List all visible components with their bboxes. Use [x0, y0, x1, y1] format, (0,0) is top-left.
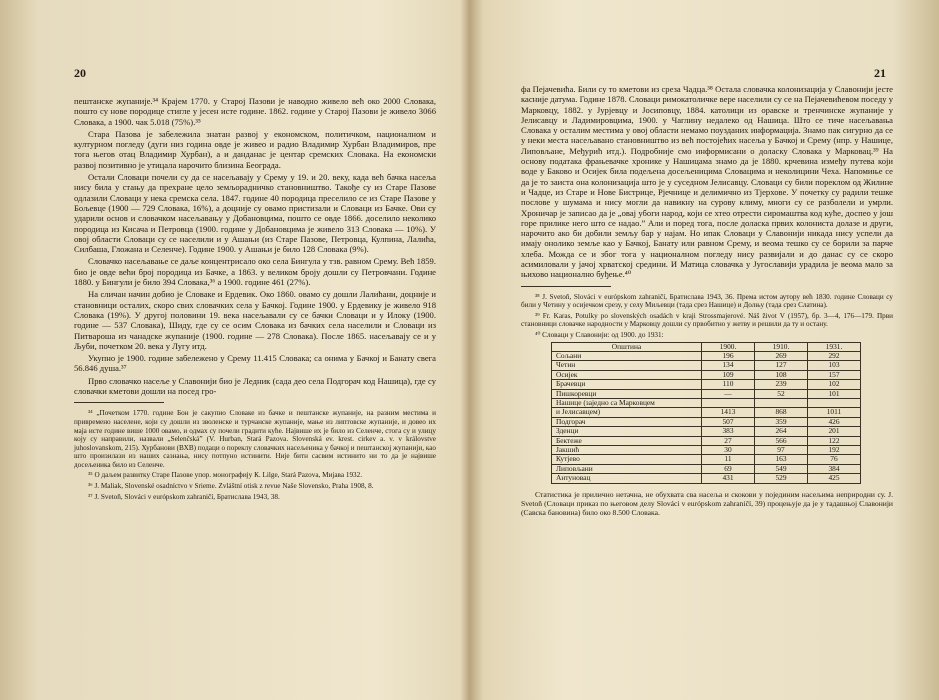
count-cell: 52 — [755, 389, 808, 398]
count-cell: 264 — [755, 427, 808, 436]
footnote: ³⁵ О даљем развитку Старе Пазове упор. монографију К. Lilge, Stará Pazova, Мијава 1932. — [88, 471, 363, 480]
count-cell: 109 — [702, 370, 755, 379]
count-cell: 549 — [755, 464, 808, 473]
count-cell: 425 — [808, 474, 861, 483]
page-number: 20 — [74, 66, 86, 80]
paragraph: На сличан начин добио је Словаке и Ердевик. Око 1860. овамо су дошли Лалићани, доцније и становници осталих, скоро свих словачких села у Бачкој. Године 1900. у Ердевику је живело 918 Словака (19%). У другој половини 19. века насељавали су се бачки Словаци и у Илоку (1900. године — 537 Словака), Шиду, где су се осим Словака из бачких села населили и Словаци из Питвароша из чанадске жупаније (1900. године — 278 Словака). После 1865. насељавају се и у Љуби, почетком 20. века у Лугу итд. — [74, 289, 436, 351]
count-cell: 27 — [702, 436, 755, 445]
right-page — [470, 0, 939, 700]
paragraph: фа Пејачевића. Били су то кметови из среза Чадца.³⁸ Остала словачка колонизација у Славонији јесте касније датума. Године 1878. Словаци римокатоличке вере населили су се на Пејачевићевом поседу у Марковцу, 1882. у Јурјевцу и Јосиповцу, 1884. католици из оравске и тренчинске жупаније у Јелисавцу и Ладимировцима, 1900. у Чаглину недалеко од Нашица. Што се тиче насељавања Словака у осталим местима у овој области немамо поузданих информација. Знамо пак сигурно да се у неки места насељавано становништво из већ постојећих насеља у Бачкој и Срему (нпр. у Нашице, Липовљане, Међурић итд.). Подробније смо информисани о доласку Словака у Марковац.³⁹ На основу података фрањевачке хронике у Нашицама знамо да је 1880. крчевина између путева који воде у Баково и Осијек била подељена досељеницима Словацима и неколицини Чеха. Напомиње се да је то заиста она колонизација што је у суседном Јелисавцу. Словаци су били пореклом од Жилине и Чадце, из Старе и Нове Бистрице, Рјечнице и делимично из Тјерхове. У почетку су радили тешке послове у шумама и нису могли да навикну на сурову климу, многи су се разболели и умрли. Хроничар је записао да је „овај убоги народ, који се хтео отрести сиромаштва код куће, доспео у још горе прилике него што се надао.” Али и поред тога, после доласка првих колониста долазе и други, нарочито ако би добили земљу бар у најам. Но ипак Словаци у Славонији никада нису успели да имају онолико земље као у Бачкој, Банату или равном Срему, и веома тешко су се борили за парче хлеба. Можда се и због тога у националном погледу нису развијали и до данас су се скоро асимиловали у јачој хрватској средини. И Матица словачка у Југославији урадила је веома мало за њихово национално буђење.⁴⁰ — [521, 84, 893, 280]
municipality-cell: Липовљани — [552, 464, 702, 473]
table-row — [552, 361, 861, 370]
municipality-cell: Јакшић — [552, 446, 702, 455]
count-cell: 384 — [808, 464, 861, 473]
paragraph: Стара Пазова је забележила знатан развој у економском, политичком, националном и културном погледу (дуги низ година овде је живео и радио Владимир Хурбан Владимиров, пре тога његов отац Владимир Хурбан), а и данданас је центар сремских Словака. На економски развој позитивно је утицала нарочито близина Београда. — [74, 128, 436, 170]
municipality-cell: Четин — [552, 361, 702, 370]
count-cell: 269 — [755, 352, 808, 361]
page-body — [74, 96, 436, 503]
count-cell: 102 — [808, 380, 861, 389]
paragraph: Прво словачко насеље у Славонији био је Ледник (сада део села Подгорач код Нашица), где су словачки кметови дошли на посед гро- — [74, 375, 436, 397]
count-cell: 103 — [808, 361, 861, 370]
count-cell: 1011 — [808, 408, 861, 417]
table-row — [552, 446, 861, 455]
footnote: ³⁹ Fr. Karas, Potulky po slovenských osadách v kraji Strossmajerové. Náš život V (1957), бр. 3—4, 176—179. Први становници словачке народности у Марковцу дошли су првобитно у жетву и решили да ту и остану. — [521, 311, 893, 329]
municipality-cell: Антуновац — [552, 474, 702, 483]
count-cell: 101 — [808, 389, 861, 398]
count-cell: 97 — [755, 446, 808, 455]
count-cell: 192 — [808, 446, 861, 455]
municipality-cell: Зденци — [552, 427, 702, 436]
count-cell: 11 — [702, 455, 755, 464]
count-cell: 507 — [702, 417, 755, 426]
table-row — [552, 474, 861, 483]
table-note: Статистика је прилично нетачна, не обухвата сва насеља и скокови у појединим насељима неприродни су. J. Svetoň (Словаци приказ по његовом делу Slováci v európskom zahraničí, 39) процењује да је у тадашњој Славонији (Савска бановина) било око 8.500 Словака. — [521, 489, 893, 517]
count-cell: 239 — [755, 380, 808, 389]
count-cell: 163 — [755, 455, 808, 464]
count-cell: 566 — [755, 436, 808, 445]
count-cell: — — [702, 389, 755, 398]
column-header: 1900. — [702, 342, 755, 351]
table-row — [552, 464, 861, 473]
paragraph: пештанске жупаније.³⁴ Крајем 1770. у Старој Пазови је наводно живело већ око 2000 Словака, пошто су нове породице стигле у јесен исте године. 1862. године у Старој Пазови је живело 3066 Словака, а 1900. чак 5.018 (75%).³⁵ — [74, 96, 436, 127]
count-cell: 426 — [808, 417, 861, 426]
page-body — [521, 84, 893, 519]
footnote: ³⁶ J. Maliak, Slovenské osadníctvo v Srieme. Zvláštní otisk z revue Naše Slovensko, Praha 1908, 8. — [88, 482, 374, 491]
table-header-row — [552, 342, 861, 351]
column-header: Општина — [552, 342, 702, 351]
count-cell: 110 — [702, 380, 755, 389]
municipality-cell: и Јелисавцем) — [552, 408, 702, 417]
count-cell: 383 — [702, 427, 755, 436]
table-row — [552, 417, 861, 426]
paragraph: Остали Словаци почели су да се насељавају у Срему у 19. и 20. веку, када већ бачка насеља нису била у стању да прехране цело земљорадничко становништво. Такође су из Старе Пазове одлазили Словаци у нека сремска села. 1847. године 40 породица преселило се из Старе Пазове у Бољевце (1900 — 729 Словака, 16%), а доцније су овамо пристизали и Словаци из Бачке. Ови су ударили основ и словачком насељавању у Добановцима, пошто се овде 1866. доселило неколико породица из Кисача и Петровца (1900. године у Добановцима је живело 313 Словака — 10%). У овој области Словаци су се населили и у Ашањи (из Старе Пазове, Петровца, Кулпина, Лалића, Силбаша, Гложана и Селенче). Године 1900. у Ашањи је било 128 Словака (9%). — [74, 172, 436, 255]
municipality-cell: Кутјево — [552, 455, 702, 464]
count-cell: 529 — [755, 474, 808, 483]
footnote-rule — [521, 286, 611, 287]
municipality-cell: Нашице (заједно са Марковцем — [552, 399, 702, 408]
paragraph: Укупно је 1900. године забележено у Срему 11.415 Словака; са онима у Бачкој и Банату свега 56.846 душа.³⁷ — [74, 353, 436, 374]
count-cell: 359 — [755, 417, 808, 426]
municipality-cell: Подгорач — [552, 417, 702, 426]
municipality-cell: Бектеже — [552, 436, 702, 445]
municipality-cell: Осијек — [552, 370, 702, 379]
municipality-cell: Пишкоревци — [552, 389, 702, 398]
count-cell: 292 — [808, 352, 861, 361]
municipality-cell: Сољани — [552, 352, 702, 361]
count-cell: 868 — [755, 408, 808, 417]
count-cell: 196 — [702, 352, 755, 361]
count-cell: 127 — [755, 361, 808, 370]
count-cell: 108 — [755, 370, 808, 379]
municipality-cell: Брачевци — [552, 380, 702, 389]
count-cell: 157 — [808, 370, 861, 379]
count-cell: 134 — [702, 361, 755, 370]
table-row — [552, 352, 861, 361]
footnote: ⁴⁰ Словаци у Славонији: од 1900. до 1931: — [535, 331, 664, 340]
table-row — [552, 436, 861, 445]
page-number: 21 — [874, 66, 886, 80]
count-cell: 122 — [808, 436, 861, 445]
table-row — [552, 427, 861, 436]
count-cell: 201 — [808, 427, 861, 436]
table-row — [552, 380, 861, 389]
count-cell: 30 — [702, 446, 755, 455]
footnote: ³⁷ J. Svetoň, Slováci v európskom zahraničí, Братислава 1943, 38. — [88, 492, 280, 501]
count-cell: 1413 — [702, 408, 755, 417]
footnote-rule — [74, 402, 164, 403]
settlement-table — [551, 342, 861, 484]
column-header: 1931. — [808, 342, 861, 351]
table-body — [552, 352, 861, 484]
footnote: ³⁸ J. Svetoň, Slováci v európskom zahraničí, Братислава 1943, 36. Према истом аутору већ 1830. године Словаци су били у Четину у осијечком срезу, у селу Миљевци (тада срез Нашице) и Долњу (тада срез Слатина). — [521, 292, 893, 310]
table-row — [552, 455, 861, 464]
left-page — [0, 0, 469, 700]
paragraph: Словачко насељавање се даље концентрисало око села Бингула у тзв. равном Срему. Већ 1859. био је овде већи број породица из Бачке, а 1863. у великом броју дошли су Петровчани. Године 1880. у Бингули је било 394 Словака,³⁶ а 1900. године 461 (27%). — [74, 256, 436, 288]
footnote: ³⁴ „Почетком 1770. године Бон је сакупио Словаке из бачке и пештанске жупаније, на разним местима и привремено населене, који су дошли из зволенске и турчанске жупаније, мање из липтовске жупаније, и довео их маја исте године више 1000 овамо, и одмах су почели градити куће. Највише их је било из Селенче, стога су и улицу коју су направили, назвали „Selenčská” (V. Hurban, Stará Pazova. Slovenská ev. krest. cirkev a. v. v královstve juhoslovanskom, 215). Хурбанови (ВХВ) подаци о пореклу словачких насељеника у бачкој и пештанској жупанији, као што произилази из наших сазнања, нису потпуно истинити. Није битн сасвим истинито ни то да је највише досељеника било из Селенче. — [74, 409, 436, 469]
table-row — [552, 408, 861, 417]
table-row — [552, 370, 861, 379]
count-cell: 431 — [702, 474, 755, 483]
column-header: 1910. — [755, 342, 808, 351]
count-cell: 69 — [702, 464, 755, 473]
count-cell: 76 — [808, 455, 861, 464]
